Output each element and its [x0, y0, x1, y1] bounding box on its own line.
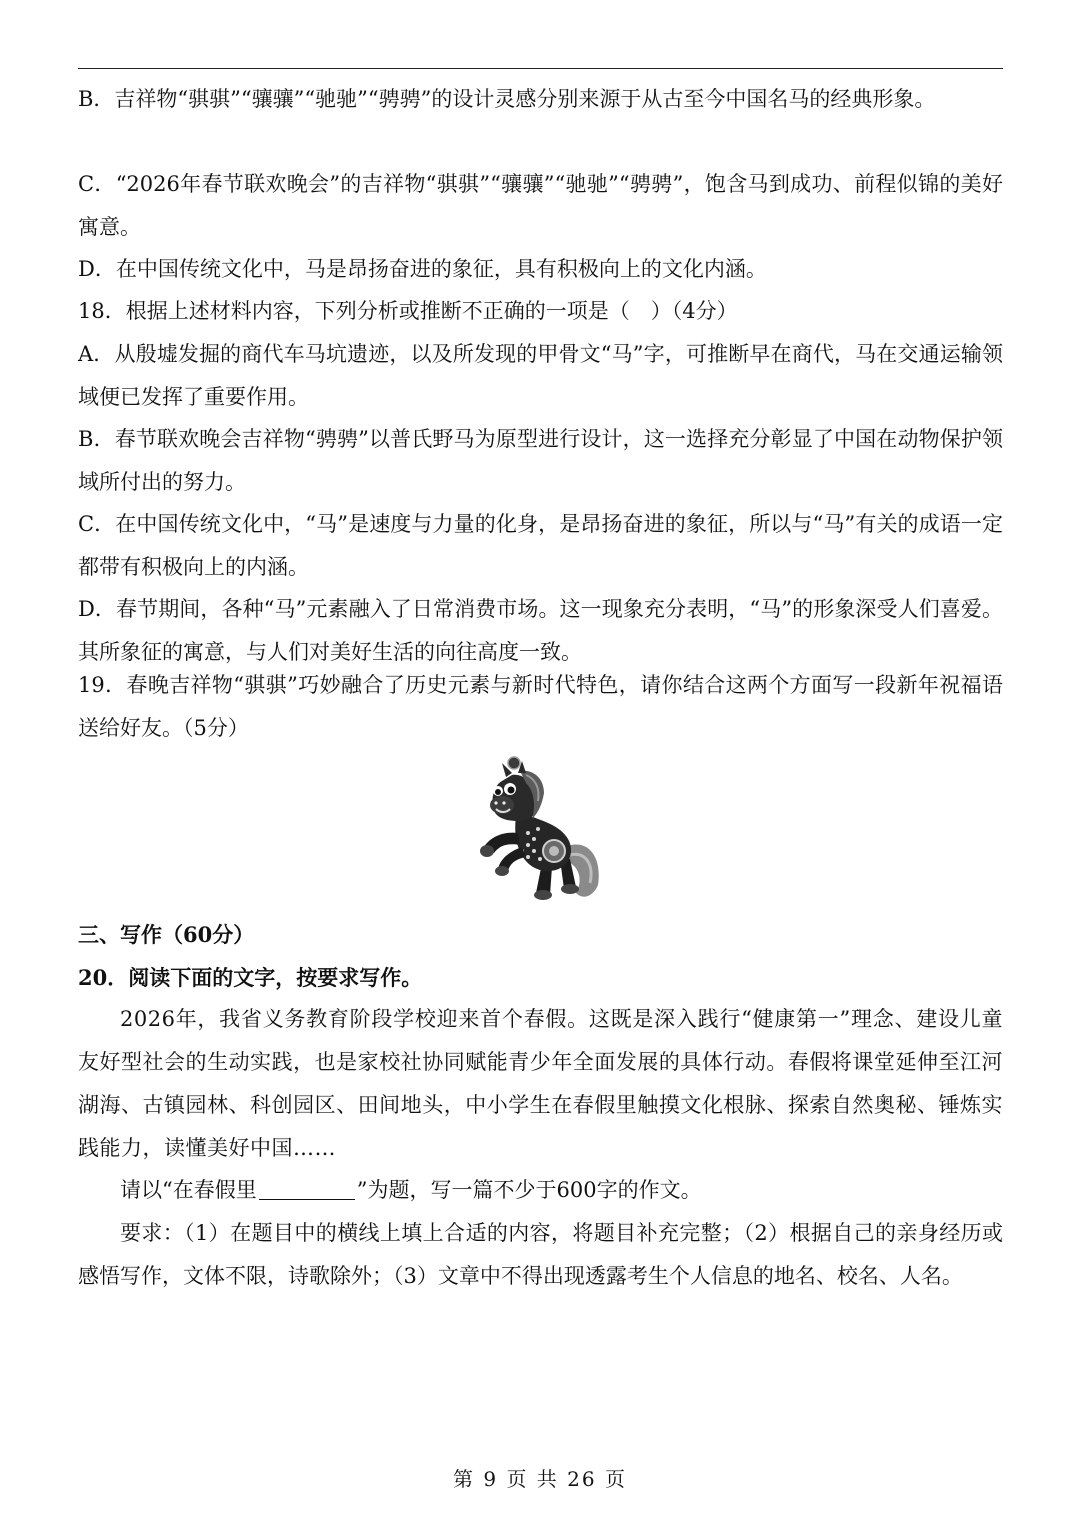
- page-number: 第 9 页 共 26 页: [453, 1467, 627, 1491]
- q17-option-d: D．在中国传统文化中，马是昂扬奋进的象征，具有积极向上的文化内涵。: [78, 257, 767, 281]
- header-rule: [78, 68, 1003, 69]
- q18-option-b: B．春节联欢晚会吉祥物“骋骋”以普氏野马为原型进行设计，这一选择充分彰显了中国在动物保护领域所付出的努力。: [78, 427, 1003, 494]
- q20-requirements: 要求：（1）在题目中的横线上填上合适的内容，将题目补充完整；（2）根据自己的亲身经历或感悟写作，文体不限，诗歌除外；（3）文章中不得出现透露考生个人信息的地名、校名、人名。: [78, 1221, 1003, 1288]
- q18-option-d: D．春节期间，各种“马”元素融入了日常消费市场。这一现象充分表明，“马”的形象深受人们喜爱。其所象征的寓意，与人们对美好生活的向往高度一致。: [78, 597, 1003, 664]
- q18-option-c: C．在中国传统文化中，“马”是速度与力量的化身，是昂扬奋进的象征，所以与“马”有关的成语一定都带有积极向上的内涵。: [78, 512, 1003, 579]
- mascot-horse-image: [472, 755, 604, 905]
- q18-option-a: A．从殷墟发掘的商代车马坑遗迹，以及所发现的甲骨文“马”字，可推断早在商代，马在交通运输领域便已发挥了重要作用。: [78, 342, 1003, 409]
- q20-title: 20．阅读下面的文字，按要求写作。: [78, 965, 423, 990]
- title-blank-line: [259, 1177, 355, 1200]
- section-3-heading: 三、写作（60分）: [78, 922, 255, 947]
- q17-option-c: C．“2026年春节联欢晚会”的吉祥物“骐骐”“骧骧”“驰驰”“骋骋”，饱含马到成功、前程似锦的美好寓意。: [78, 172, 1003, 239]
- q20-prompt: [78, 1169, 1003, 1212]
- q20-material: 2026年，我省义务教育阶段学校迎来首个春假。这既是深入践行“健康第一”理念、建设儿童友好型社会的生动实践，也是家校社协同赋能青少年全面发展的具体行动。春假将课堂延伸至江河湖海、古镇园林、科创园区、田间地头，中小学生在春假里触摸文化根脉、探索自然奥秘、锤炼实践能力，读懂美好中国……: [78, 1007, 1003, 1160]
- q18-stem: 18．根据上述材料内容，下列分析或推断不正确的一项是（ ）（4分）: [78, 299, 738, 323]
- q20-prompt-after: ”为题，写一篇不少于600字的作文。: [356, 1178, 702, 1202]
- q20-prompt-before: 请以“在春假里: [120, 1178, 257, 1202]
- q17-option-b: B．吉祥物“骐骐”“骧骧”“驰驰”“骋骋”的设计灵感分别来源于从古至今中国名马的经典形象。: [78, 87, 936, 111]
- q19-stem: 19．春晚吉祥物“骐骐”巧妙融合了历史元素与新时代特色，请你结合这两个方面写一段新年祝福语送给好友。（5分）: [78, 673, 1003, 740]
